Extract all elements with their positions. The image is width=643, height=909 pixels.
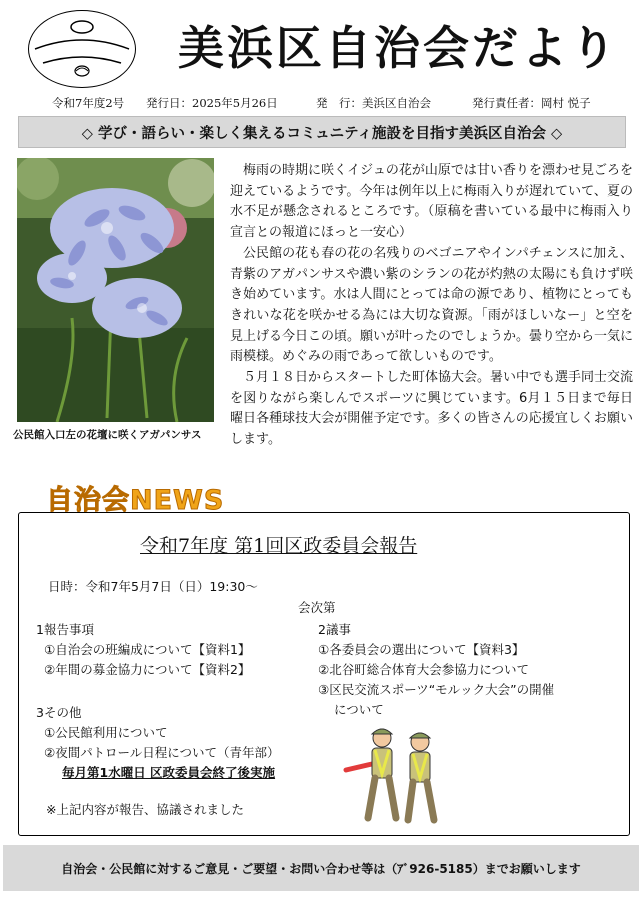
contact-footer: 自治会・公民館に対するご意見・ご要望・お問い合わせ等は（ｱﾞ926-5185）までお願いします [3,845,639,891]
section3-label: 3その他 [36,705,82,720]
section2-item: について [334,702,384,717]
article-body [230,161,633,451]
issue-number: 令和7年度2号 [52,96,125,110]
article-paragraph: ５月１８日からスタートした町体協大会。暑い中でも選手同士交流を図りながら楽しんでスポーツに興じています。6月１５日まで毎日曜日各種球技大会が開催予定です。多くの皆さんの応援宜しくお願いします。 [230,370,634,448]
section2-item: ①各委員会の選出について【資料3】 [318,642,525,657]
meeting-datetime: 日時：令和7年5月7日（日）19:30～ [48,579,258,594]
section1-label: 1報告事項 [36,622,94,637]
editor: 発行責任者：岡村 悦子 [472,96,591,110]
section2-item: ②北谷町総合体育大会参協力について [318,662,529,677]
motto-banner: ◇ 学び・語らい・楽しく集えるコミュニティ施設を目指す美浜区自治会 ◇ [18,116,626,148]
patrol-illustration [342,722,454,826]
agapanthus-photo [17,158,214,422]
patrol-schedule-note: 毎月第1水曜日 区政委員会終了後実施 [62,765,276,780]
photo-caption: 公民館入口左の花壇に咲くアガパンサス [13,429,202,441]
article-paragraph: 梅雨の時期に咲くイジュの花が山原では甘い香りを漂わせ見ごろを迎えているようです。今年は例年以上に梅雨入りが遅れていて、夏の水不足が懸念されるところです。（原稿を書いている最中に梅雨入り宣言との報道にほっと一安心） [230,163,633,241]
section1-item: ①自治会の班編成について【資料1】 [44,642,251,657]
logo-emblem-icon [29,11,135,87]
issue-date: 発行日：2025年5月26日 [146,96,278,110]
section2-label: 2議事 [318,622,351,637]
article-paragraph: 公民館の花も春の花の名残りのベゴニアやインパチェンスに加え、青紫のアガパンサスや濃い紫のシランの花が灼熱の太陽にも負けず咲き始めています。水は人間にとっては命の源であり、植物にとってもきれいな花を咲かせる為には大切な資源。「雨がほしいなー」と空を見上げる今日この頃。願いが叶ったのでしょうか。曇り空から一気に雨模様。めぐみの雨であって欲しいものです。 [230,245,634,365]
publisher: 発 行：美浜区自治会 [316,96,431,110]
news-heading: 自治会NEWS [46,485,225,516]
section1-item: ②年間の募金協力について【資料2】 [44,662,251,677]
section2-item: ③区民交流スポーツ“モルック大会”の開催 [318,682,555,697]
report-title: 令和7年度 第1回区政委員会報告 [140,535,418,557]
section3-item: ②夜間パトロール日程について（青年部） [44,745,280,760]
closing-note: ※上記内容が報告、協議されました [46,802,244,817]
section3-item: ①公民館利用について [44,725,168,740]
newsletter-title: 美浜区自治会だより [178,21,619,75]
association-logo [28,10,136,88]
agenda-label: 会次第 [298,600,336,615]
